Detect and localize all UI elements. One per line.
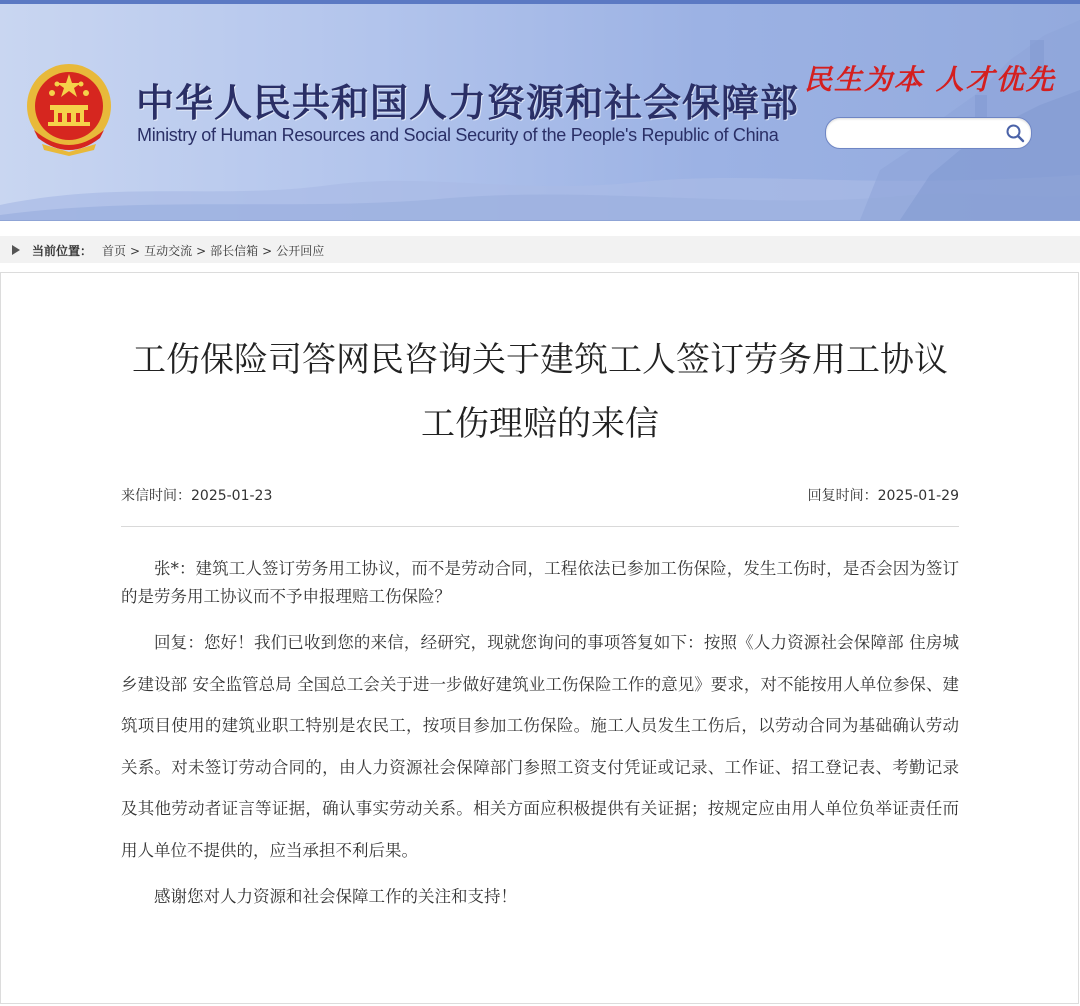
- breadcrumb: [0, 236, 1080, 263]
- thanks-paragraph: 感谢您对人力资源和社会保障工作的关注和支持！: [154, 887, 517, 906]
- breadcrumb-separator: >: [262, 244, 273, 258]
- search-box: [825, 117, 1032, 149]
- breadcrumb-separator: >: [196, 244, 207, 258]
- reply-date-label: 回复时间：: [807, 488, 878, 504]
- breadcrumb-separator: >: [130, 244, 141, 258]
- breadcrumb-home-link[interactable]: 首页: [102, 244, 127, 258]
- breadcrumb-trail: [102, 242, 324, 259]
- slogan: 民生为本 人才优先: [804, 63, 1056, 96]
- article-dates: [121, 485, 959, 507]
- breadcrumb-minister-mailbox-link[interactable]: 部长信箱: [210, 244, 259, 258]
- sent-date-label: 来信时间：: [121, 488, 191, 504]
- breadcrumb-public-response-link[interactable]: 公开回应: [276, 244, 325, 258]
- breadcrumb-label: 当前位置：: [32, 244, 93, 258]
- sent-date-value: 2025-01-23: [191, 488, 273, 504]
- divider: [121, 526, 959, 527]
- reply-date-value: 2025-01-29: [877, 488, 959, 504]
- ministry-title-en: Ministry of Human Resources and Social Security of the People's Republic of China: [137, 125, 779, 145]
- question-paragraph: 张*：建筑工人签订劳务用工协议，而不是劳动合同，工程依法已参加工伤保险，发生工伤时，是否会因为签订的是劳务用工协议而不予申报理赔工伤保险？: [121, 559, 959, 606]
- breadcrumb-interaction-link[interactable]: 互动交流: [144, 244, 193, 258]
- answer-paragraph: 回复：您好！我们已收到您的来信，经研究，现就您询问的事项答复如下：按照《人力资源社会保障部 住房城乡建设部 安全监管总局 全国总工会关于进一步做好建筑业工伤保险工作的意见》要求，对不能按用人单位参保、建筑项目使用的建筑业职工特别是农民工，按项目参加工伤保险。施工人员发生工伤后，以劳动合同为基础确认劳动关系。对未签订劳动合同的，由人力资源社会保障部门参照工资支付凭证或记录、工作证、招工登记表、考勤记录及其他劳动者证言等证据，确认事实劳动关系。相关方面应积极提供有关证据；按规定应由用人单位负举证责任而用人单位不提供的，应当承担不利后果。: [121, 633, 959, 860]
- article-title: 工伤保险司答网民咨询关于建筑工人签订劳务用工协议工伤理赔的来信: [132, 340, 948, 444]
- header-banner: [0, 0, 1080, 221]
- search-input[interactable]: [836, 123, 1000, 145]
- search-icon[interactable]: [1005, 123, 1025, 143]
- reply-date: [808, 485, 959, 505]
- national-emblem-icon: [24, 60, 114, 156]
- ministry-title-cn: 中华人民共和国人力资源和社会保障部: [136, 81, 800, 125]
- breadcrumb-arrow-icon: [12, 245, 20, 255]
- sent-date: [121, 485, 272, 505]
